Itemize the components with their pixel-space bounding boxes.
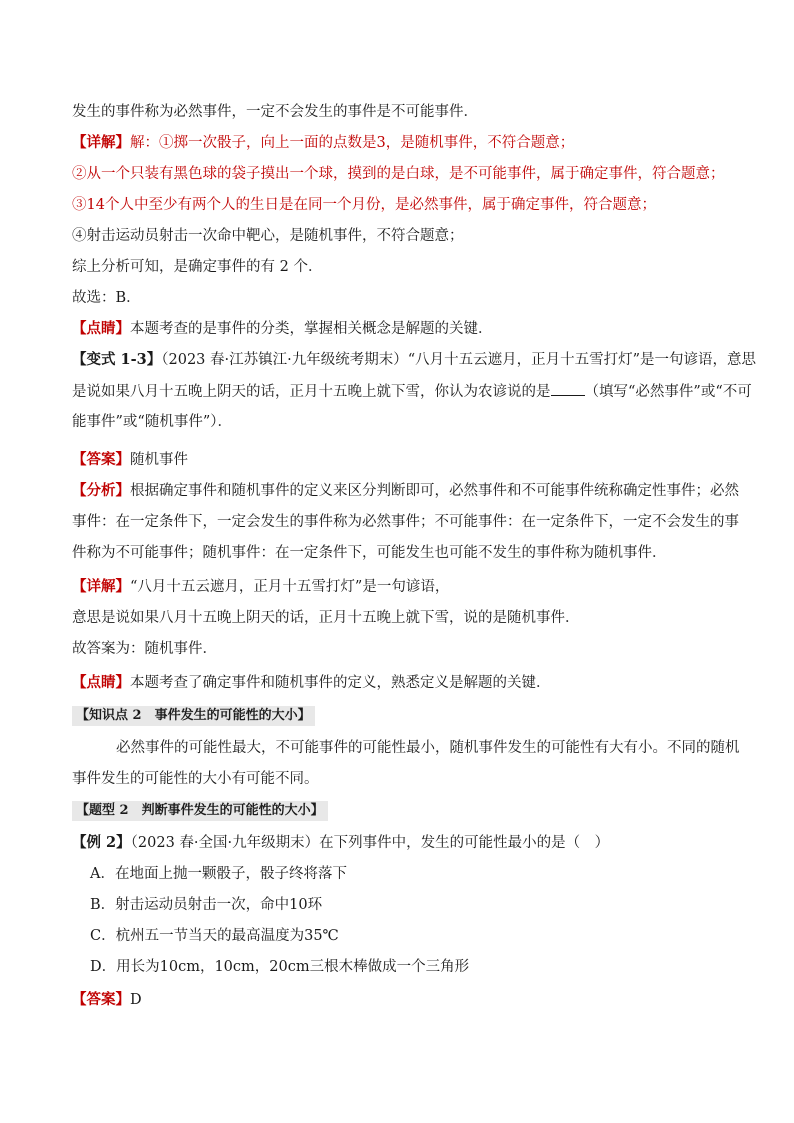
detail-tag: 【详解】 (72, 578, 130, 595)
option-a: A．在地面上抛一颗骰子，骰子终将落下 (90, 866, 347, 882)
option-b: B．射击运动员射击一次，命中10环 (90, 897, 323, 913)
paragraph-line: 能事件”或“随机事件”）． (72, 414, 232, 430)
paragraph-line: 事件发生的可能性的大小有可能不同。 (72, 771, 319, 787)
answer-section: 【答案】D (72, 991, 142, 1008)
detail-section: 【详解】“八月十五云遮月，正月十五雪打灯”是一句谚语， (72, 578, 450, 595)
comment-section: 【点睛】本题考查的是事件的分类，掌握相关概念是解题的关键． (72, 320, 493, 337)
detail-tag: 【详解】 (72, 134, 130, 151)
paragraph-line: 是说如果八月十五晚上阴天的话，正月十五晚上就下雪，你认为农谚说的是 （填写“必然事件”或“不可 (72, 381, 732, 402)
option-c: C．杭州五一节当天的最高温度为35℃ (90, 928, 339, 944)
variant-question: 【变式 1-3】（2023 春·江苏镇江·九年级统考期末）“八月十五云遮月，正月十五雪打灯”是一句谚语，意思 (72, 351, 757, 368)
paragraph-line: ④射击运动员射击一次命中靶心，是随机事件，不符合题意； (72, 228, 464, 244)
answer-tag: 【答案】 (72, 991, 130, 1008)
paragraph-line: 故答案为：随机事件． (72, 641, 217, 657)
analysis-tag: 【分析】 (72, 482, 130, 499)
answer-blank (551, 381, 585, 396)
comment-section: 【点睛】本题考查了确定事件和随机事件的定义，熟悉定义是解题的关键． (72, 674, 551, 691)
answer-section: 【答案】随机事件 (72, 451, 188, 468)
paragraph-line: 故选：B． (72, 290, 141, 306)
paragraph-line: ③14个人中至少有两个人的生日是在同一个月份，是必然事件，属于确定事件，符合题意； (72, 197, 656, 213)
knowledge-point-heading: 【知识点 2 事件发生的可能性的大小】 (72, 706, 315, 726)
paragraph-line: 发生的事件称为必然事件，一定不会发生的事件是不可能事件． (72, 104, 478, 120)
paragraph-line: 件称为不可能事件；随机事件：在一定条件下，可能发生也可能不发生的事件称为随机事件． (72, 545, 667, 561)
example-tag: 【例 2】 (72, 834, 131, 851)
paragraph-line: 必然事件的可能性最大，不可能事件的可能性最小，随机事件发生的可能性有大有小。不同的随机 (116, 740, 740, 756)
comment-tag: 【点睛】 (72, 674, 130, 691)
paragraph-line: 意思是说如果八月十五晚上阴天的话，正月十五晚上就下雪，说的是随机事件． (72, 610, 580, 626)
option-d: D．用长为10cm，10cm，20cm三根木棒做成一个三角形 (90, 959, 470, 975)
comment-tag: 【点睛】 (72, 320, 130, 337)
analysis-section: 【分析】根据确定事件和随机事件的定义来区分判断即可，必然事件和不可能事件统称确定性事件；必然 (72, 482, 739, 499)
question-type-heading: 【题型 2 判断事件发生的可能性的大小】 (72, 801, 328, 821)
paragraph-line: 综上分析可知，是确定事件的有 2 个． (72, 259, 323, 275)
example-question: 【例 2】（2023 春·全国·九年级期末）在下列事件中，发生的可能性最小的是（ ） (72, 834, 610, 851)
answer-tag: 【答案】 (72, 451, 130, 468)
paragraph-line: ②从一个只装有黑色球的袋子摸出一个球，摸到的是白球，是不可能事件，属于确定事件，符合题意； (72, 166, 725, 182)
paragraph-line: 事件：在一定条件下，一定会发生的事件称为必然事件；不可能事件：在一定条件下，一定不会发生的事 (72, 514, 739, 530)
detail-section: 【详解】解：①掷一次骰子，向上一面的点数是3，是随机事件，不符合题意； (72, 134, 575, 151)
variant-tag: 【变式 1-3】 (72, 351, 162, 368)
